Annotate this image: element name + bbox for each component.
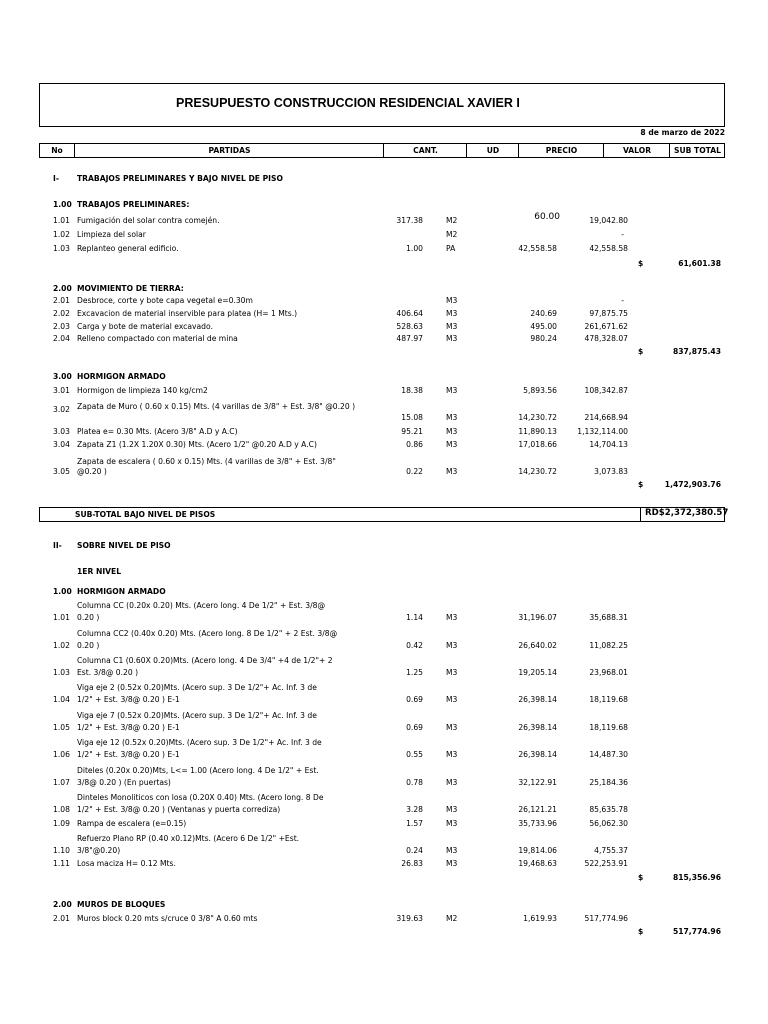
group-title: MUROS DE BLOQUES [77,900,166,909]
row-ud: M3 [446,695,458,704]
row-desc-line2: Est. 3/8@ 0.20 ) [77,668,139,677]
header-ud: UD [466,144,519,157]
row-precio: 17,018.66 [518,440,557,449]
header-precio: PRECIO [518,144,604,157]
row-valor: 35,688.31 [589,613,628,622]
row-precio: 1,619.93 [523,914,557,923]
row-precio: 5,893.56 [523,386,557,395]
row-desc-line1: Viga eje 7 (0.52x 0.20)Mts. (Acero sup. 3 De 1/2"+ Ac. Inf. 3 de [77,711,317,720]
row-cant: 0.69 [406,695,423,704]
row-no: 1.01 [53,216,70,225]
section-title: SOBRE NIVEL DE PISO [77,541,171,550]
page-title: PRESUPUESTO CONSTRUCCION RESIDENCIAL XAVIER I [176,96,520,110]
row-precio: 26,640.02 [518,641,557,650]
row-desc: Zapata de escalera ( 0.60 x 0.15) Mts. (4 varillas de 3/8" + Est. 3/8" @0.20 ) [77,457,336,476]
row-no: 1.02 [53,230,70,239]
row-desc-line2: 1/2" + Est. 3/8@ 0.20 ) (Ventanas y puerta corrediza) [77,805,281,814]
row-cant: 95.21 [401,427,423,436]
currency-sign: $ [638,927,644,936]
row-valor: 1,132,114.00 [577,427,628,436]
row-ud: M3 [446,778,458,787]
row-precio: 60.00 [534,212,560,222]
row-ud: M3 [446,440,458,449]
row-ud: M3 [446,467,458,476]
row-desc-line1: Columna C1 (0.60X 0.20)Mts. (Acero long. 4 De 3/4" +4 de 1/2"+ 2 [77,656,333,665]
row-cant: 0.22 [406,467,423,476]
row-desc: Relleno compactado con material de mina [77,334,238,343]
row-valor: 478,328.07 [584,334,628,343]
row-valor: 517,774.96 [584,914,628,923]
row-valor: 19,042.80 [589,216,628,225]
header-partidas: PARTIDAS [74,144,384,157]
row-ud: M3 [446,413,458,422]
row-valor: 108,342.87 [584,386,628,395]
row-desc: Limpieza del solar [77,230,146,239]
group-subtotal: 61,601.38 [678,259,721,268]
row-no: 1.11 [53,859,70,868]
row-valor: 85,635.78 [589,805,628,814]
row-cant: 528.63 [396,322,423,331]
row-valor: 3,073.83 [594,467,628,476]
row-desc: Excavacion de material inservible para platea (H= 1 Mts.) [77,309,298,318]
row-desc-line2: 1/2" + Est. 3/8@ 0.20 ) E-1 [77,723,180,732]
row-no: 3.05 [53,467,70,476]
row-desc-line1: Diteles (0.20x 0.20)Mts, L<= 1.00 (Acero long. 4 De 1/2" + Est. [77,766,319,775]
row-desc-line1: Dinteles Monoliticos con losa (0.20X 0.40) Mts. (Acero long. 8 De [77,793,324,802]
row-valor: - [621,296,624,305]
row-ud: M3 [446,386,458,395]
subtotal-value: RD$2,372,380.57 [645,508,729,518]
group-subtotal: 815,356.96 [672,873,721,882]
row-valor: 261,671.62 [584,322,628,331]
row-precio: 11,890.13 [518,427,557,436]
row-no: 1.03 [53,244,70,253]
group-no: 2.00 [53,900,72,909]
row-desc: Desbroce, corte y bote capa vegetal e=0.30m [77,296,253,305]
row-no: 3.02 [53,405,70,414]
row-desc-line2: Losa maciza H= 0.12 Mts. [77,859,176,868]
row-precio: 495.00 [530,322,557,331]
row-no: 2.03 [53,322,70,331]
row-desc-line1: Columna CC (0.20x 0.20) Mts. (Acero long. 4 De 1/2" + Est. 3/8@ [77,601,326,610]
row-cant: 319.63 [396,914,423,923]
row-no: 3.04 [53,440,70,449]
row-desc-line1: Refuerzo Plano RP (0.40 x0.12)Mts. (Acero 6 De 1/2" +Est. [77,834,300,843]
row-desc: Zapata Z1 (1.2X 1.20X 0.30) Mts. (Acero 1/2" @0.20 A.D y A.C) [77,440,317,449]
currency-sign: $ [638,873,644,882]
row-desc: Fumigación del solar contra comején. [77,216,220,225]
row-ud: M2 [446,230,458,239]
row-desc-line1: Viga eje 2 (0.52x 0.20)Mts. (Acero sup. 3 De 1/2"+ Ac. Inf. 3 de [77,683,317,692]
row-valor: 97,875.75 [589,309,628,318]
row-ud: M3 [446,322,458,331]
row-precio: 26,121.21 [518,805,557,814]
row-desc-line2: 0.20 ) [77,613,100,622]
row-cant: 18.38 [401,386,423,395]
row-ud: M3 [446,296,458,305]
row-desc-line2: 1/2" + Est. 3/8@ 0.20 ) E-1 [77,750,180,759]
row-cant: 26.83 [401,859,423,868]
row-cant: 1.57 [406,819,423,828]
row-ud: PA [446,244,456,253]
row-no: 1.05 [53,723,70,732]
currency-sign: $ [638,480,644,489]
row-no: 3.01 [53,386,70,395]
row-ud: M3 [446,819,458,828]
row-cant: 0.78 [406,778,423,787]
row-no: 2.02 [53,309,70,318]
subtotal-label: SUB-TOTAL BAJO NIVEL DE PISOS [75,510,216,519]
row-desc-line1: Viga eje 12 (0.52x 0.20)Mts. (Acero sup. 3 De 1/2"+ Ac. Inf. 3 de [77,738,322,747]
row-no: 1.09 [53,819,70,828]
row-valor: 4,755.37 [594,846,628,855]
row-no: 1.07 [53,778,70,787]
row-precio: 19,814.06 [518,846,557,855]
table-header [39,143,725,158]
row-precio: 980.24 [530,334,557,343]
group-no: 1.00 [53,587,72,596]
group-no: 3.00 [53,372,72,381]
group-title: TRABAJOS PRELIMINARES: [77,200,190,209]
group-title: HORMIGON ARMADO [77,587,166,596]
subtotal-row [39,507,729,522]
row-desc-line2: 3/8@ 0.20 ) (En puertas) [77,778,171,787]
row-no: 2.04 [53,334,70,343]
row-desc-line2: Rampa de escalera (e=0.15) [77,819,187,828]
row-ud: M3 [446,846,458,855]
row-valor: 14,487.30 [589,750,628,759]
row-precio: 35,733.96 [518,819,557,828]
row-desc-line1: Columna CC2 (0.40x 0.20) Mts. (Acero long. 8 De 1/2" + 2 Est. 3/8@ [77,629,338,638]
row-desc: Carga y bote de material excavado. [77,322,213,331]
currency-sign: $ [638,347,644,356]
row-ud: M3 [446,805,458,814]
row-valor: 42,558.58 [589,244,628,253]
row-valor: - [621,230,624,239]
row-ud: M3 [446,309,458,318]
section-roman: II- [53,541,62,550]
row-cant: 317.38 [396,216,423,225]
row-no: 1.03 [53,668,70,677]
row-ud: M3 [446,750,458,759]
row-no: 1.10 [53,846,70,855]
row-cant: 406.64 [396,309,423,318]
row-cant: 3.28 [406,805,423,814]
row-cant: 0.42 [406,641,423,650]
row-valor: 56,062.30 [589,819,628,828]
row-cant: 1.14 [406,613,423,622]
level-title: 1ER NIVEL [77,567,122,576]
header-cant: CANT. [383,144,467,157]
group-title: HORMIGON ARMADO [77,372,166,381]
row-no: 1.01 [53,613,70,622]
section-title: TRABAJOS PRELIMINARES Y BAJO NIVEL DE PISO [77,174,283,183]
row-precio: 26,398.14 [518,695,557,704]
row-valor: 214,668.94 [584,413,628,422]
budget-date: 8 de marzo de 2022 [640,128,725,137]
row-ud: M3 [446,641,458,650]
row-ud: M3 [446,668,458,677]
row-desc-line2: 1/2" + Est. 3/8@ 0.20 ) E-1 [77,695,180,704]
row-desc: Replanteo general edificio. [77,244,179,253]
row-ud: M3 [446,427,458,436]
row-ud: M2 [446,216,458,225]
group-subtotal: 1,472,903.76 [664,480,721,489]
row-precio: 31,196.07 [518,613,557,622]
group-subtotal: 837,875.43 [672,347,721,356]
row-valor: 23,968.01 [589,668,628,677]
row-precio: 26,398.14 [518,750,557,759]
row-cant: 0.86 [406,440,423,449]
header-subtotal: SUB TOTAL [669,144,725,157]
group-title: MOVIMIENTO DE TIERRA: [77,284,184,293]
subtotal-divider [640,508,641,521]
row-valor: 11,082.25 [589,641,628,650]
row-cant: 1.00 [406,244,423,253]
row-no: 1.08 [53,805,70,814]
section-roman: I- [53,174,59,183]
row-no: 1.04 [53,695,70,704]
group-no: 2.00 [53,284,72,293]
row-desc: Hormigon de limpieza 140 kg/cm2 [77,386,208,395]
row-valor: 14,704.13 [589,440,628,449]
row-precio: 19,205.14 [518,668,557,677]
row-desc-line2: 0.20 ) [77,641,100,650]
row-ud: M2 [446,914,458,923]
row-desc-line2: 3/8"@0.20) [77,846,121,855]
row-cant: 1.25 [406,668,423,677]
row-no: 2.01 [53,296,70,305]
row-cant: 15.08 [401,413,423,422]
row-no: 1.02 [53,641,70,650]
currency-sign: $ [638,259,644,268]
row-ud: M3 [446,613,458,622]
header-no: No [51,146,63,155]
row-precio: 14,230.72 [518,413,557,422]
row-desc: Muros block 0.20 mts s/cruce 0 3/8" A 0.60 mts [77,914,258,923]
row-no: 3.03 [53,427,70,436]
row-precio: 42,558.58 [518,244,557,253]
row-desc: Zapata de Muro ( 0.60 x 0.15) Mts. (4 varillas de 3/8" + Est. 3/8" @0.20 ) [77,402,356,411]
row-ud: M3 [446,723,458,732]
header-valor: VALOR [603,144,670,157]
row-valor: 18,119.68 [589,723,628,732]
row-cant: 487.97 [396,334,423,343]
row-valor: 25,184.36 [589,778,628,787]
row-ud: M3 [446,859,458,868]
row-precio: 14,230.72 [518,467,557,476]
row-valor: 18,119.68 [589,695,628,704]
row-precio: 240.69 [530,309,557,318]
row-desc: Platea e= 0.30 Mts. (Acero 3/8" A.D y A.C) [77,427,238,436]
row-precio: 19,468.63 [518,859,557,868]
group-no: 1.00 [53,200,72,209]
row-valor: 522,253.91 [584,859,628,868]
row-no: 2.01 [53,914,70,923]
row-cant: 0.24 [406,846,423,855]
row-no: 1.06 [53,750,70,759]
row-precio: 26,398.14 [518,723,557,732]
row-ud: M3 [446,334,458,343]
row-cant: 0.69 [406,723,423,732]
row-precio: 32,122.91 [518,778,557,787]
group-subtotal: 517,774.96 [672,927,721,936]
row-cant: 0.55 [406,750,423,759]
